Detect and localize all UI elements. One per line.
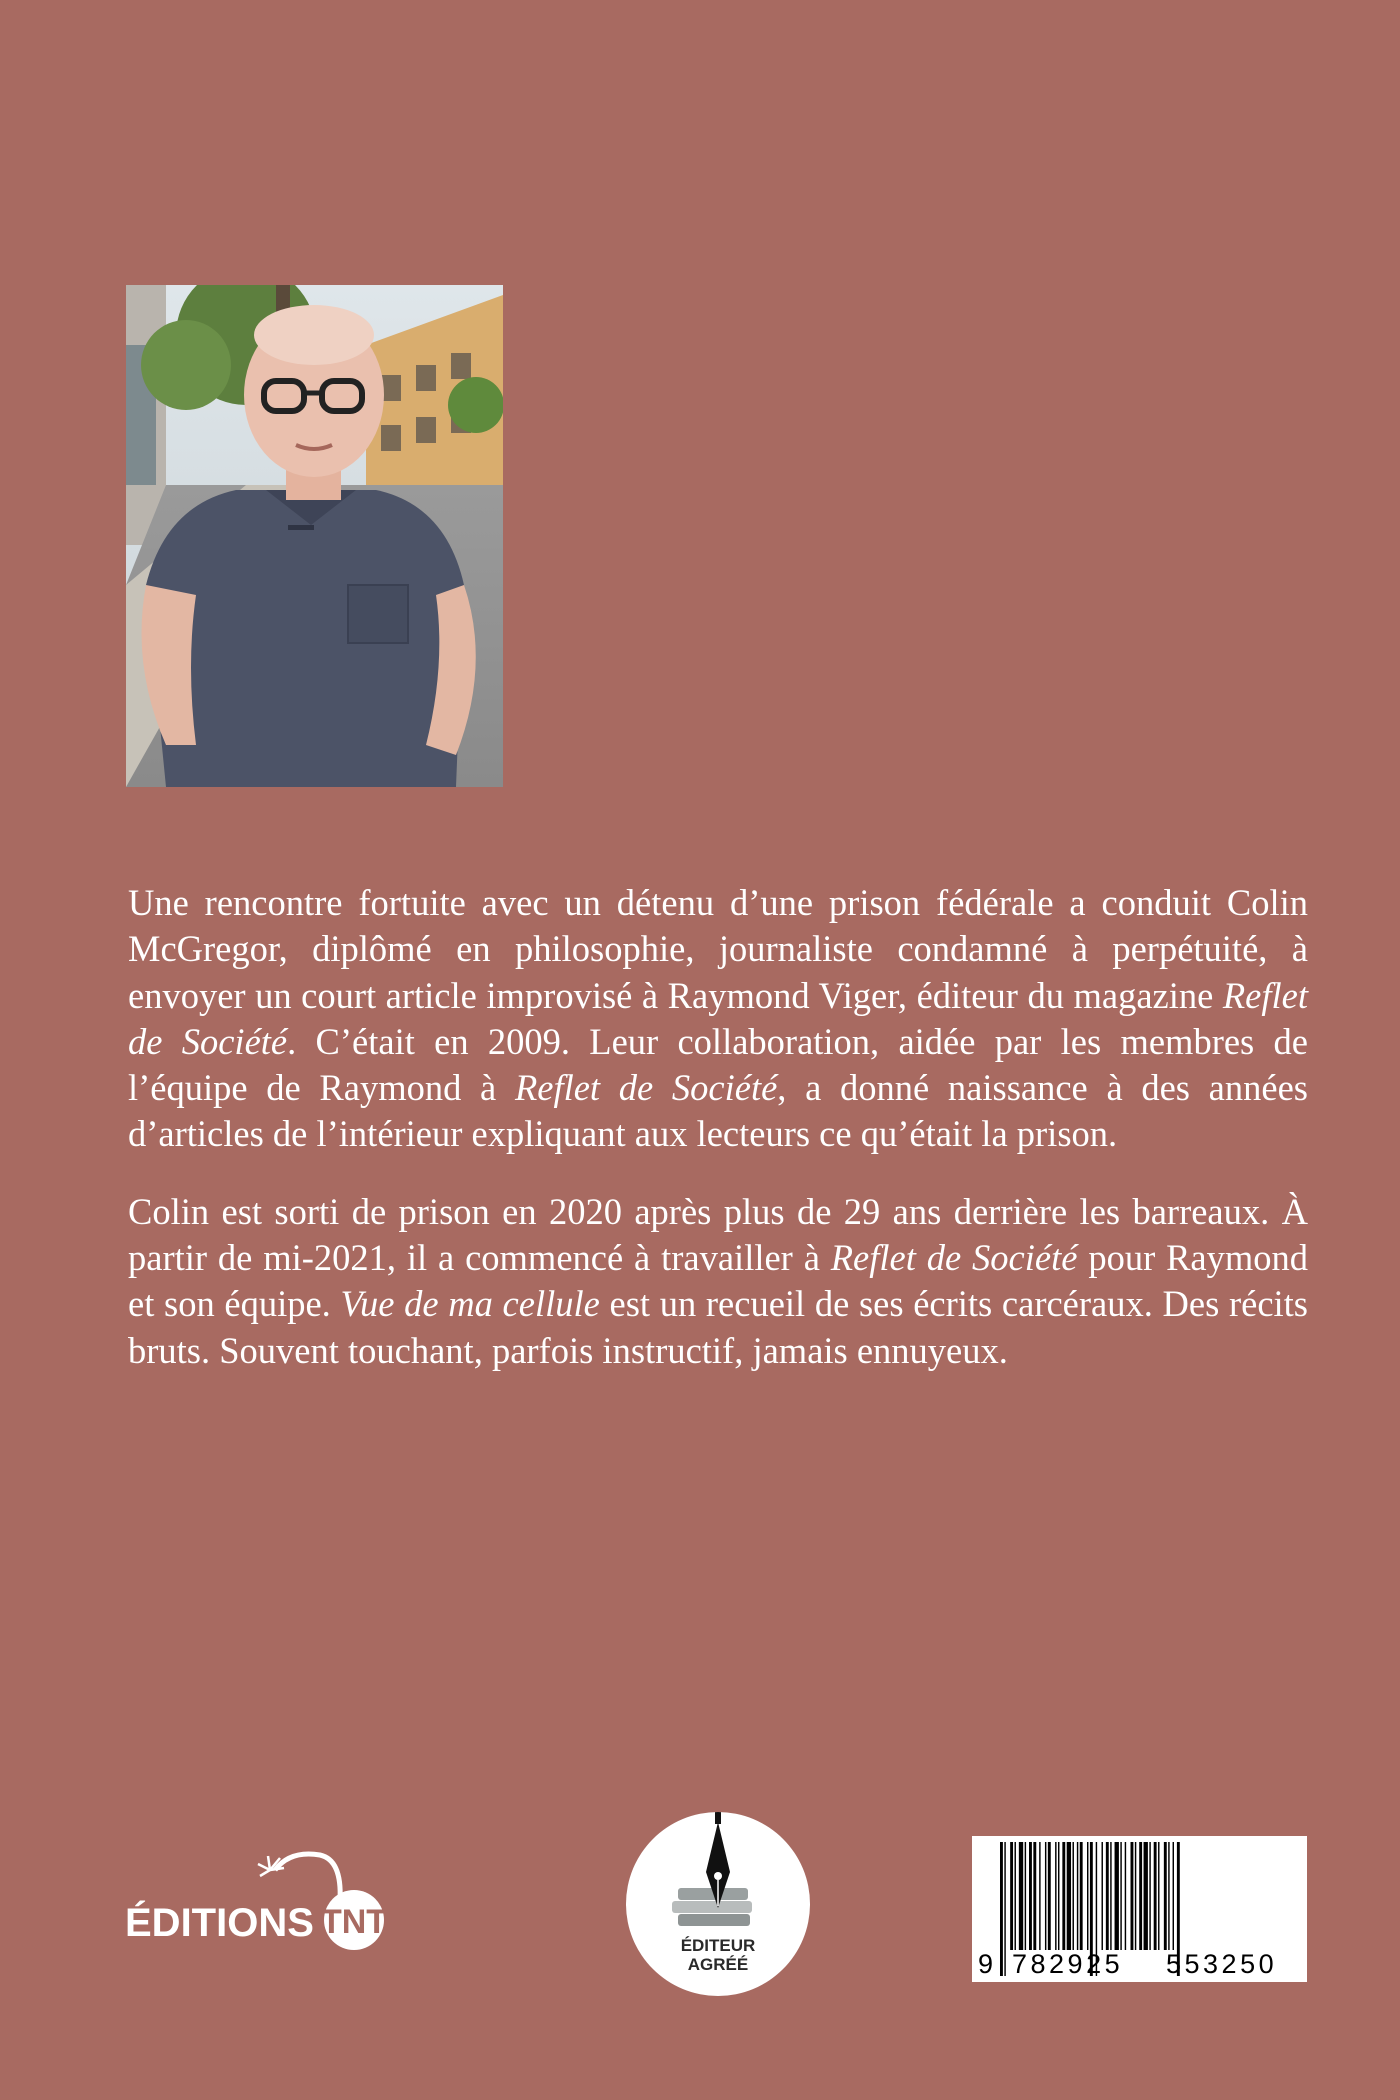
barcode-bar — [1010, 1842, 1013, 1950]
publisher-logo-text: ÉDITIONS — [125, 1901, 314, 1945]
barcode-bar — [1164, 1842, 1167, 1950]
barcode-bar — [1110, 1842, 1111, 1950]
barcode-bar — [1019, 1842, 1023, 1950]
barcode-bar — [1115, 1842, 1119, 1950]
barcode-bar — [1015, 1842, 1016, 1950]
isbn-barcode: 9 782925 553250 — [972, 1836, 1307, 1982]
blurb-paragraph-1: Une rencontre fortuite avec un détenu d’une prison fédérale a conduit Colin McGregor, diplômé en philosophie, journaliste condamné à perpétuité, à envoyer un court article improvisé à Raymond Viger, éditeur du magazine Reflet de Société. C’était en 2009. Leur collaboration, aidée par les membres de l’équipe de Raymond à Reflet de Société, a donné naissance à des années d’articles de l’intérieur expliquant aux lecteurs ce qu’était la prison. — [128, 882, 1308, 1155]
barcode-bar — [1135, 1842, 1136, 1950]
approved-publisher-seal — [626, 1812, 810, 1996]
barcode-bar — [1000, 1842, 1003, 1976]
barcode-bar — [1025, 1842, 1026, 1950]
barcode-bar — [1055, 1842, 1056, 1950]
barcode-bar — [1077, 1842, 1078, 1950]
blurb-paragraph-2: Colin est sorti de prison en 2020 après plus de 29 ans derrière les barreaux. À partir de mi-2021, il a commencé à travailler à Reflet de Société pour Raymond et son équipe. Vue de ma cellule est un recueil de ses écrits carcéraux. Des récits bruts. Souvent touchant, parfois instructif, jamais ennuyeux. — [128, 1190, 1309, 1371]
author-portrait-image — [126, 285, 503, 787]
barcode-bar — [1073, 1842, 1074, 1950]
magazine-title: Reflet de Société — [128, 974, 1308, 1062]
barcode-bar — [1149, 1842, 1150, 1950]
editions-tnt-logo — [120, 1840, 400, 1950]
barcode-bar — [1154, 1842, 1157, 1950]
barcode-bar — [1048, 1842, 1051, 1950]
barcode-bar — [1125, 1842, 1126, 1950]
barcode-bar — [1173, 1842, 1174, 1950]
barcode-bar — [1045, 1842, 1046, 1950]
book-title: Vue de ma cellule — [340, 1283, 600, 1325]
barcode-bar — [1168, 1842, 1169, 1950]
author-photo — [126, 285, 503, 787]
barcode-bar — [1058, 1842, 1059, 1950]
seal-label: ÉDITEUR AGRÉÉ — [680, 1936, 756, 1974]
magazine-title: Reflet de Société — [830, 1237, 1078, 1279]
barcode-bar — [1131, 1842, 1134, 1950]
barcode-bar — [1039, 1842, 1040, 1950]
barcode-bar — [1158, 1842, 1159, 1950]
barcode-bar — [1106, 1842, 1109, 1950]
barcode-bar — [1062, 1842, 1065, 1950]
magazine-title: Reflet de Société — [514, 1067, 778, 1109]
back-cover-blurb — [128, 880, 1308, 1405]
barcode-bar — [1120, 1842, 1121, 1950]
barcode-bar — [1080, 1842, 1083, 1950]
barcode-bar — [1102, 1842, 1103, 1950]
barcode-bar — [1067, 1842, 1071, 1950]
barcode-bar — [1139, 1842, 1142, 1950]
publisher-logo — [120, 1840, 400, 1950]
barcode-bar — [1144, 1842, 1148, 1950]
barcode-bar — [1087, 1842, 1088, 1950]
publisher-logo-badge: TNT — [320, 1903, 388, 1941]
barcode-bar — [1004, 1842, 1005, 1976]
barcode-bar — [1033, 1842, 1036, 1950]
barcode-bar — [1029, 1842, 1032, 1950]
